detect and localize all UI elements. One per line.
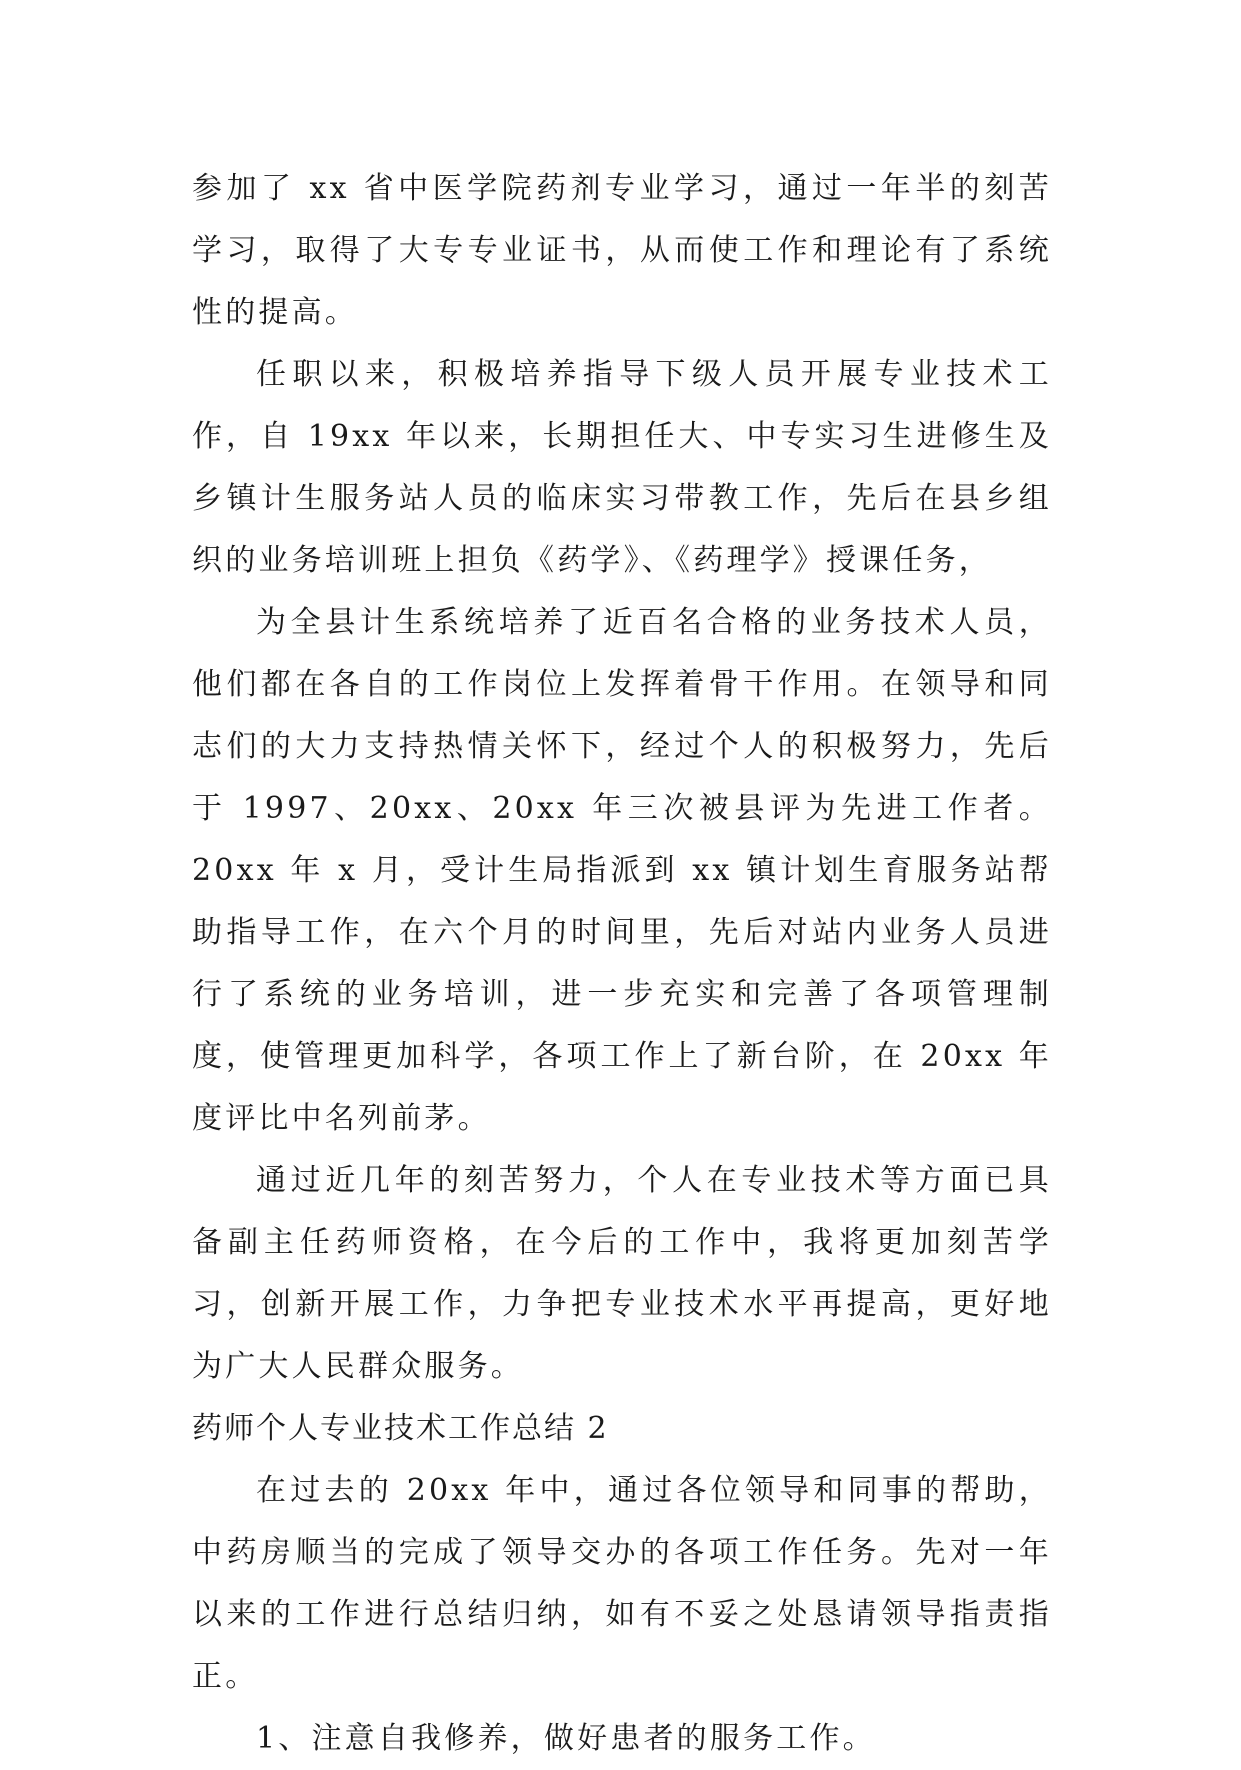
document-body bbox=[192, 158, 1052, 1770]
paragraph-summary-intro: 在过去的 20xx 年中，通过各位领导和同事的帮助，中药房顺当的完成了领导交办的各项工作任务。先对一年以来的工作进行总结归纳，如有不妥之处恳请领导指责指正。 bbox=[192, 1473, 1052, 1694]
paragraph-qualification: 通过近几年的刻苦努力，个人在专业技术等方面已具备副主任药师资格，在今后的工作中，我将更加刻苦学习，创新开展工作，力争把专业技术水平再提高，更好地为广大人民群众服务。 bbox=[192, 1163, 1052, 1384]
paragraph-achievements: 为全县计生系统培养了近百名合格的业务技术人员，他们都在各自的工作岗位上发挥着骨干作用。在领导和同志们的大力支持热情关怀下，经过个人的积极努力，先后于 1997、20xx、20xx 年三次被县评为先进工作者。20xx 年 x 月，受计生局指派到 xx 镇计划生育服务站帮助指导工作，在六个月的时间里，先后对站内业务人员进行了系统的业务培训，进一步充实和完善了各项管理制度，使管理更加科学，各项工作上了新台阶，在 20xx 年度评比中名列前茅。 bbox=[192, 605, 1052, 1136]
section-heading: 药师个人专业技术工作总结 2 bbox=[192, 1411, 609, 1446]
paragraph-study: 参加了 xx 省中医学院药剂专业学习，通过一年半的刻苦学习，取得了大专专业证书，从而使工作和理论有了系统性的提高。 bbox=[192, 171, 1052, 330]
paragraph-item-1: 1、注意自我修养，做好患者的服务工作。 bbox=[256, 1721, 876, 1756]
paragraph-teaching: 任职以来，积极培养指导下级人员开展专业技术工作，自 19xx 年以来，长期担任大、中专实习生进修生及乡镇计生服务站人员的临床实习带教工作，先后在县乡组织的业务培训班上担负《药学》、《药理学》授课任务， bbox=[192, 357, 1052, 578]
